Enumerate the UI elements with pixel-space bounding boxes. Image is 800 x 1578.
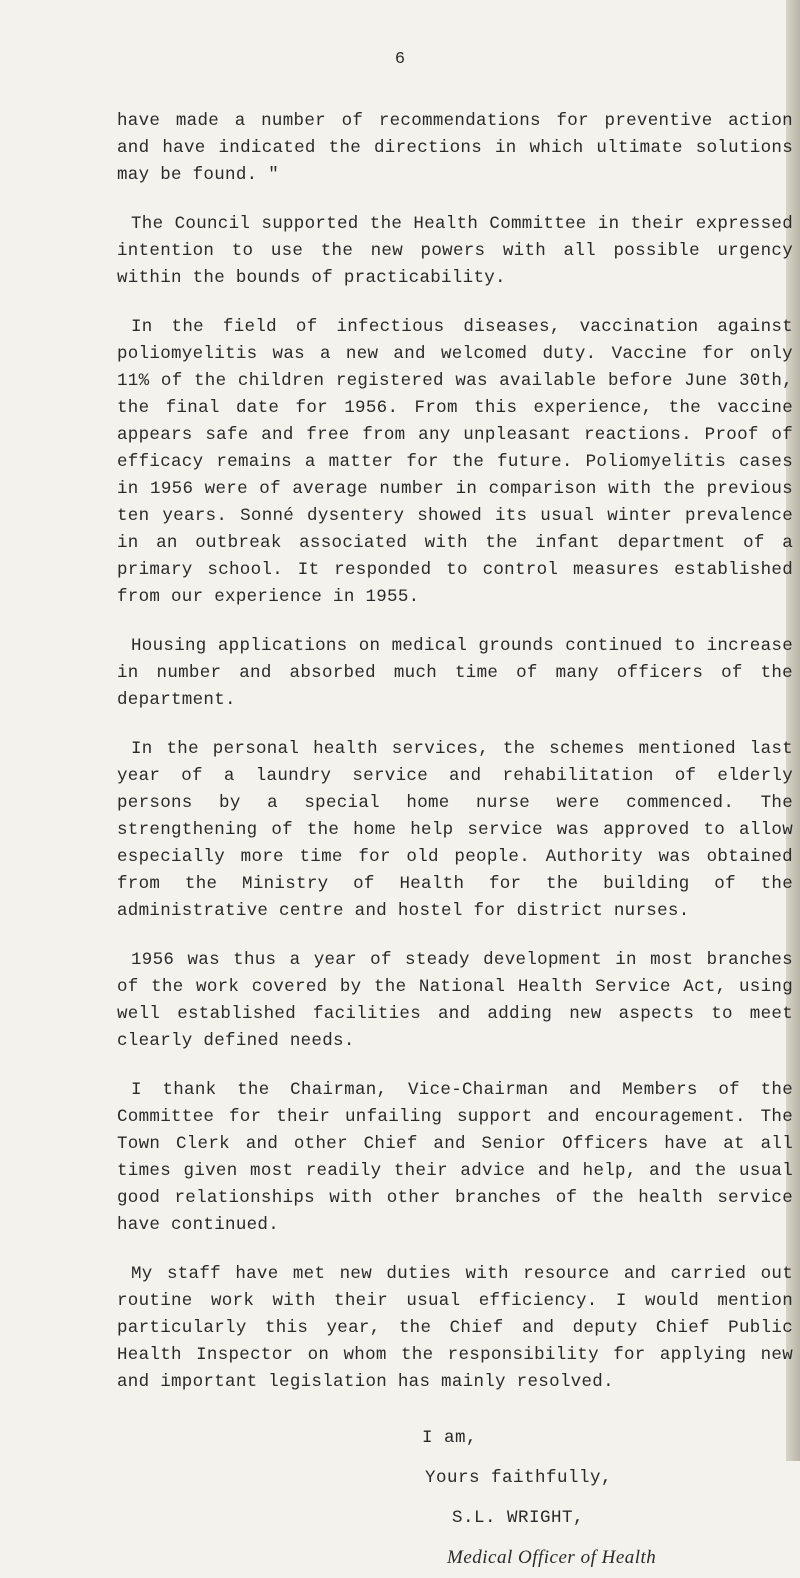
paragraph-thanks: I thank the Chairman, Vice-Chairman and Members of the Committee for their unfailing support and encouragement. The Town Clerk and other Chief and Senior Officers have at all times given most readily their advice and help, and the usual good relationships with other branches of the health service have continued. — [117, 1080, 793, 1235]
letter-body — [117, 108, 793, 1578]
paragraph-infectious-diseases: In the field of infectious diseases, vaccination against poliomyelitis was a new and welcomed duty. Vaccine for only 11% of the children registered was available before June 30th, the final date for 1956. From this experience, the vaccine appears safe and free from any unpleasant reactions. Proof of efficacy remains a matter for the future. Poliomyelitis cases in 1956 were of average number in comparison with the previous ten years. Sonné dysentery showed its usual winter prevalence in an outbreak associated with the infant department of a primary school. It responded to control measures established from our experience in 1955. — [117, 317, 793, 607]
paragraph-recommendations: have made a number of recommendations for preventive action and have indicated the directions in which ultimate solutions may be found. " — [117, 111, 793, 185]
signature-name: S.L. WRIGHT, — [452, 1508, 585, 1528]
paragraph-personal-health-services: In the personal health services, the schemes mentioned last year of a laundry service and rehabilitation of elderly persons by a special home nurse were commenced. The strengthening of the home help service was approved to allow especially more time for old people. Authority was obtained from the Ministry of Health for the building of the administrative centre and hostel for district nurses. — [117, 739, 793, 921]
letter-closing — [117, 1418, 793, 1578]
closing-i-am: I am, — [422, 1428, 478, 1448]
paragraph-steady-development: 1956 was thus a year of steady development in most branches of the work covered by the National Health Service Act, using well established facilities and adding new aspects to meet clearly defined needs. — [117, 950, 793, 1051]
paragraph-housing-applications: Housing applications on medical grounds continued to increase in number and absorbed much time of many officers of the department. — [117, 636, 793, 710]
paragraph-staff: My staff have met new duties with resource and carried out routine work with their usual efficiency. I would mention particularly this year, the Chief and deputy Chief Public Health Inspector on whom the responsibility for applying new and important legislation has mainly resolved. — [117, 1264, 793, 1392]
closing-yours-faithfully: Yours faithfully, — [425, 1468, 613, 1488]
page-number: 6 — [394, 50, 406, 69]
paragraph-council-support: The Council supported the Health Committee in their expressed intention to use the new powers with all possible urgency within the bounds of practicability. — [117, 214, 793, 288]
signature-title: Medical Officer of Health — [447, 1547, 657, 1568]
